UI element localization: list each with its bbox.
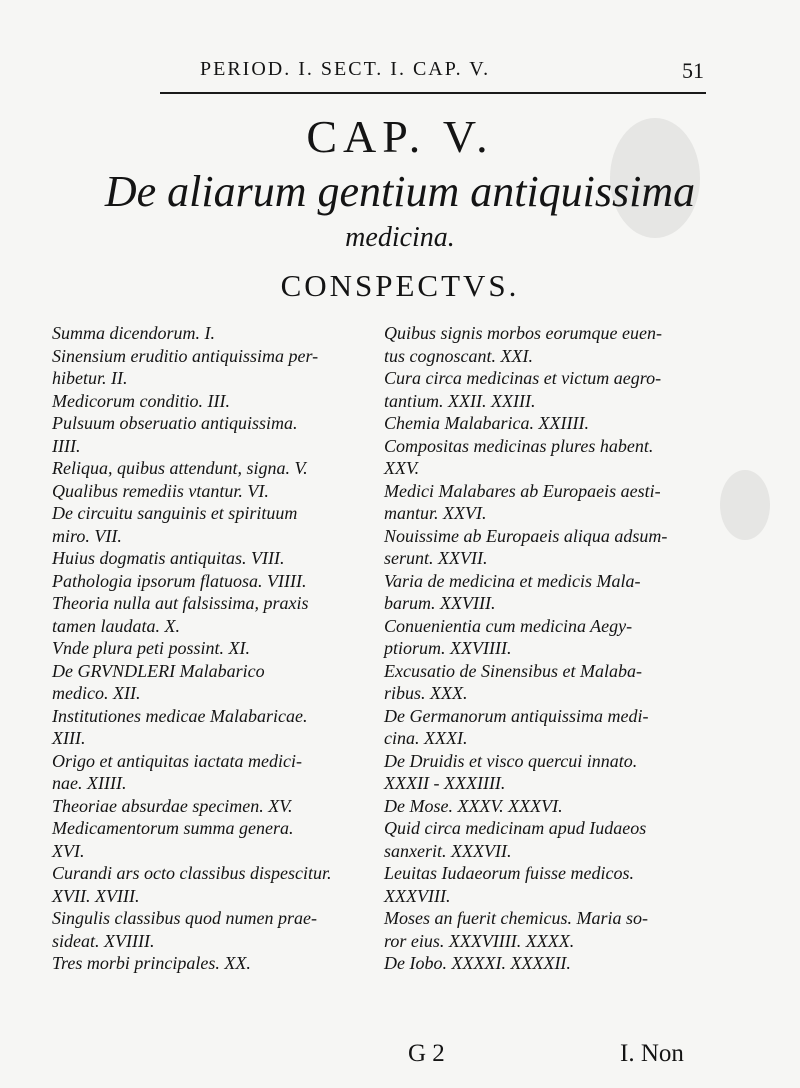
contents-line: Moses an fuerit chemicus. Maria so- [384, 908, 648, 928]
section-heading: CONSPECTVS. [280, 268, 520, 303]
contents-line: XIII. [52, 728, 86, 748]
contents-line: De Iobo. XXXXI. XXXXII. [384, 953, 571, 973]
contents-line: IIII. [52, 435, 81, 456]
contents-line: Varia de medicina et medicis Mala- [384, 570, 641, 591]
contents-right-column [384, 322, 714, 975]
running-head: PERIOD. I. SECT. I. CAP. V. [200, 58, 491, 80]
contents-line: XXV. [384, 458, 420, 478]
contents-line: barum. XXVIII. [384, 593, 496, 613]
contents-line: Huius dogmatis antiquitas. VIII. [52, 548, 285, 568]
contents-line: hibetur. II. [52, 368, 128, 388]
page-number: 51 [682, 58, 704, 83]
contents-line: Cura circa medicinas et victum aegro- [384, 368, 662, 388]
contents-line: Chemia Malabarica. XXIIII. [384, 413, 589, 433]
contents-line: Medicamentorum summa genera. [52, 818, 294, 838]
contents-line: serunt. XXVII. [384, 548, 488, 568]
contents-line: Medici Malabares ab Europaeis aesti- [384, 480, 661, 501]
contents-line: De GRVNDLERI Malabarico [52, 660, 265, 681]
contents-line: Singulis classibus quod numen prae- [52, 908, 317, 928]
contents-line: Pathologia ipsorum flatuosa. VIIII. [52, 570, 307, 591]
catchword: I. Non [620, 1040, 684, 1067]
contents-line: De Druidis et visco quercui innato. [384, 750, 638, 771]
contents-line: XXXVIII. [384, 885, 451, 906]
contents-line: XXXII - XXXIIII. [384, 773, 506, 793]
ink-bleed-mark [720, 470, 770, 540]
chapter-title-line-1: De aliarum gentium antiquissima [104, 167, 696, 216]
contents-line: Leuitas Iudaeorum fuisse medicos. [384, 863, 634, 883]
header-rule [160, 92, 706, 94]
contents-line: Nouissime ab Europaeis aliqua adsum- [384, 525, 668, 546]
contents-line: tamen laudata. X. [52, 615, 180, 636]
contents-line: Origo et antiquitas iactata medici- [52, 750, 302, 771]
contents-line: sideat. XVIIII. [52, 930, 155, 951]
contents-line: tantium. XXII. XXIII. [384, 390, 536, 411]
contents-line: nae. XIIII. [52, 773, 127, 793]
chapter-heading: CAP. V. [306, 111, 494, 162]
contents-line: De Germanorum antiquissima medi- [384, 705, 649, 726]
contents-line: Medicorum conditio. III. [52, 390, 230, 411]
chapter-title-line-2: medicina. [345, 222, 455, 253]
contents-line: De Mose. XXXV. XXXVI. [384, 795, 563, 816]
contents-line: Reliqua, quibus attendunt, signa. V. [52, 458, 308, 478]
contents-line: cina. XXXI. [384, 728, 468, 748]
contents-line: Quibus signis morbos eorumque euen- [384, 323, 662, 343]
contents-line: sanxerit. XXXVII. [384, 840, 512, 861]
contents-line: Theoriae absurdae specimen. XV. [52, 795, 293, 816]
contents-line: mantur. XXVI. [384, 503, 487, 523]
contents-line: Institutiones medicae Malabaricae. [52, 705, 308, 726]
contents-line: Tres morbi principales. XX. [52, 953, 251, 973]
contents-line: medico. XII. [52, 683, 141, 703]
contents-line: ror eius. XXXVIIII. XXXX. [384, 930, 575, 951]
contents-line: De circuitu sanguinis et spirituum [52, 503, 298, 523]
contents-line: Qualibus remediis vtantur. VI. [52, 480, 269, 501]
contents-left-column [52, 322, 370, 975]
contents-line: Excusatio de Sinensibus et Malaba- [384, 660, 642, 681]
contents-line: XVI. [52, 840, 85, 861]
contents-line: Curandi ars octo classibus dispescitur. [52, 863, 332, 883]
contents-line: tus cognoscant. XXI. [384, 345, 533, 366]
contents-line: Summa dicendorum. I. [52, 323, 215, 343]
contents-line: Vnde plura peti possint. XI. [52, 638, 250, 658]
contents-line: miro. VII. [52, 525, 122, 546]
contents-line: ptiorum. XXVIIII. [384, 638, 512, 658]
contents-line: Theoria nulla aut falsissima, praxis [52, 593, 309, 613]
contents-line: XVII. XVIII. [52, 885, 140, 906]
contents-line: Conuenientia cum medicina Aegy- [384, 615, 633, 636]
contents-line: Compositas medicinas plures habent. [384, 435, 654, 456]
contents-line: ribus. XXX. [384, 683, 468, 703]
signature-mark: G 2 [408, 1040, 445, 1067]
contents-line: Pulsuum obseruatio antiquissima. [52, 413, 298, 433]
contents-line: Quid circa medicinam apud Iudaeos [384, 818, 647, 838]
contents-line: Sinensium eruditio antiquissima per- [52, 345, 319, 366]
